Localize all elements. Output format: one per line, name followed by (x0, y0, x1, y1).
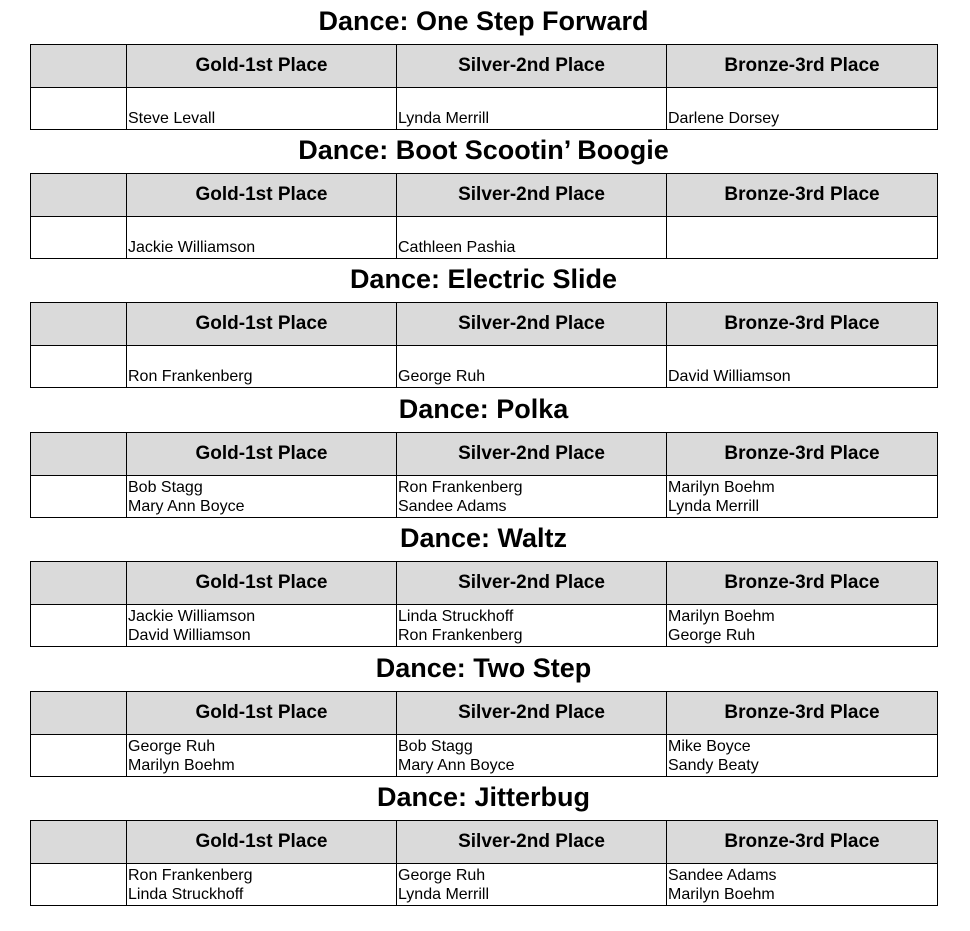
bronze-winners-cell (667, 605, 938, 647)
dance-section (30, 264, 937, 388)
gold-winners-cell (127, 88, 397, 130)
dance-section (30, 782, 937, 906)
blank-cell (31, 88, 127, 130)
silver-header: Silver-2nd Place (397, 433, 667, 476)
dance-section (30, 135, 937, 259)
gold-header: Gold-1st Place (127, 692, 397, 735)
winner-name: Linda Struckhoff (128, 886, 244, 903)
winner-name: Lynda Merrill (668, 498, 759, 515)
gold-winners-cell (127, 735, 397, 777)
gold-winners-cell (127, 217, 397, 259)
winner-name: Mary Ann Boyce (398, 757, 515, 774)
silver-header: Silver-2nd Place (397, 692, 667, 735)
dance-section (30, 394, 937, 518)
table-header-row (31, 821, 938, 864)
bronze-winners-cell (667, 217, 938, 259)
bronze-header: Bronze-3rd Place (667, 562, 938, 605)
winner-name: George Ruh (668, 627, 756, 644)
silver-header: Silver-2nd Place (397, 821, 667, 864)
silver-header: Silver-2nd Place (397, 174, 667, 217)
winner-name: Sandee Adams (668, 867, 777, 884)
bronze-winners-cell (667, 88, 938, 130)
table-header-row (31, 303, 938, 346)
blank-header-cell (31, 174, 127, 217)
winner-name: Cathleen Pashia (398, 239, 516, 256)
blank-header-cell (31, 433, 127, 476)
dance-title: Dance: One Step Forward (318, 6, 649, 36)
silver-winners-cell (397, 346, 667, 388)
blank-cell (31, 735, 127, 777)
winner-name: George Ruh (128, 738, 216, 755)
results-table (30, 691, 938, 777)
bronze-header: Bronze-3rd Place (667, 821, 938, 864)
table-header-row (31, 433, 938, 476)
results-table (30, 302, 938, 388)
bronze-header: Bronze-3rd Place (667, 45, 938, 88)
blank-cell (31, 217, 127, 259)
results-table (30, 820, 938, 906)
bronze-winners-cell (667, 735, 938, 777)
winner-name: Lynda Merrill (398, 886, 489, 903)
bronze-winners-cell (667, 476, 938, 518)
results-table (30, 44, 938, 130)
winner-name: Lynda Merrill (398, 110, 489, 127)
winner-name: Mary Ann Boyce (128, 498, 245, 515)
dance-title: Dance: Two Step (375, 653, 592, 683)
silver-winners-cell (397, 476, 667, 518)
silver-header: Silver-2nd Place (397, 303, 667, 346)
table-header-row (31, 45, 938, 88)
silver-winners-cell (397, 217, 667, 259)
winner-name: George Ruh (398, 867, 486, 884)
gold-header: Gold-1st Place (127, 174, 397, 217)
silver-winners-cell (397, 864, 667, 906)
table-row (31, 217, 938, 259)
results-table (30, 173, 938, 259)
silver-winners-cell (397, 88, 667, 130)
table-row (31, 346, 938, 388)
gold-winners-cell (127, 346, 397, 388)
table-row (31, 735, 938, 777)
winner-name: Marilyn Boehm (668, 479, 775, 496)
silver-winners-cell (397, 605, 667, 647)
gold-winners-cell (127, 864, 397, 906)
bronze-header: Bronze-3rd Place (667, 692, 938, 735)
winner-name: George Ruh (398, 368, 486, 385)
winner-name: Bob Stagg (128, 479, 203, 496)
bronze-header: Bronze-3rd Place (667, 303, 938, 346)
gold-header: Gold-1st Place (127, 821, 397, 864)
winner-name: Marilyn Boehm (668, 608, 775, 625)
winner-name: Jackie Williamson (128, 239, 256, 256)
silver-winners-cell (397, 735, 667, 777)
blank-header-cell (31, 821, 127, 864)
winner-name: Steve Levall (128, 110, 216, 127)
results-table (30, 432, 938, 518)
dance-title: Dance: Polka (398, 394, 569, 424)
bronze-winners-cell (667, 346, 938, 388)
gold-winners-cell (127, 605, 397, 647)
dance-section (30, 653, 937, 777)
winner-name: Darlene Dorsey (668, 110, 780, 127)
gold-header: Gold-1st Place (127, 562, 397, 605)
gold-header: Gold-1st Place (127, 433, 397, 476)
blank-cell (31, 864, 127, 906)
winner-name: Linda Struckhoff (398, 608, 514, 625)
dance-section (30, 523, 937, 647)
dance-title: Dance: Boot Scootin’ Boogie (298, 135, 669, 165)
winner-name: Sandee Adams (398, 498, 507, 515)
winner-name: David Williamson (668, 368, 791, 385)
dance-title: Dance: Jitterbug (376, 782, 591, 812)
blank-cell (31, 476, 127, 518)
table-header-row (31, 562, 938, 605)
gold-header: Gold-1st Place (127, 45, 397, 88)
blank-header-cell (31, 562, 127, 605)
dance-section (30, 6, 937, 130)
blank-header-cell (31, 692, 127, 735)
table-row (31, 476, 938, 518)
winner-name: Marilyn Boehm (668, 886, 775, 903)
bronze-header: Bronze-3rd Place (667, 433, 938, 476)
silver-header: Silver-2nd Place (397, 562, 667, 605)
blank-header-cell (31, 303, 127, 346)
winner-name: Mike Boyce (668, 738, 751, 755)
gold-header: Gold-1st Place (127, 303, 397, 346)
winner-name: Sandy Beaty (668, 757, 759, 774)
winner-name: Ron Frankenberg (398, 627, 523, 644)
winner-name: Bob Stagg (398, 738, 473, 755)
blank-header-cell (31, 45, 127, 88)
dance-title: Dance: Waltz (399, 523, 568, 553)
table-row (31, 88, 938, 130)
blank-cell (31, 605, 127, 647)
results-table (30, 561, 938, 647)
silver-header: Silver-2nd Place (397, 45, 667, 88)
winner-name: Jackie Williamson (128, 608, 256, 625)
table-header-row (31, 692, 938, 735)
gold-winners-cell (127, 476, 397, 518)
winner-name: Ron Frankenberg (128, 867, 253, 884)
winner-name: Ron Frankenberg (398, 479, 523, 496)
table-row (31, 605, 938, 647)
bronze-winners-cell (667, 864, 938, 906)
winner-name: Ron Frankenberg (128, 368, 253, 385)
dance-title: Dance: Electric Slide (349, 264, 618, 294)
winner-name: Marilyn Boehm (128, 757, 235, 774)
table-header-row (31, 174, 938, 217)
table-row (31, 864, 938, 906)
blank-cell (31, 346, 127, 388)
winner-name: David Williamson (128, 627, 251, 644)
bronze-header: Bronze-3rd Place (667, 174, 938, 217)
